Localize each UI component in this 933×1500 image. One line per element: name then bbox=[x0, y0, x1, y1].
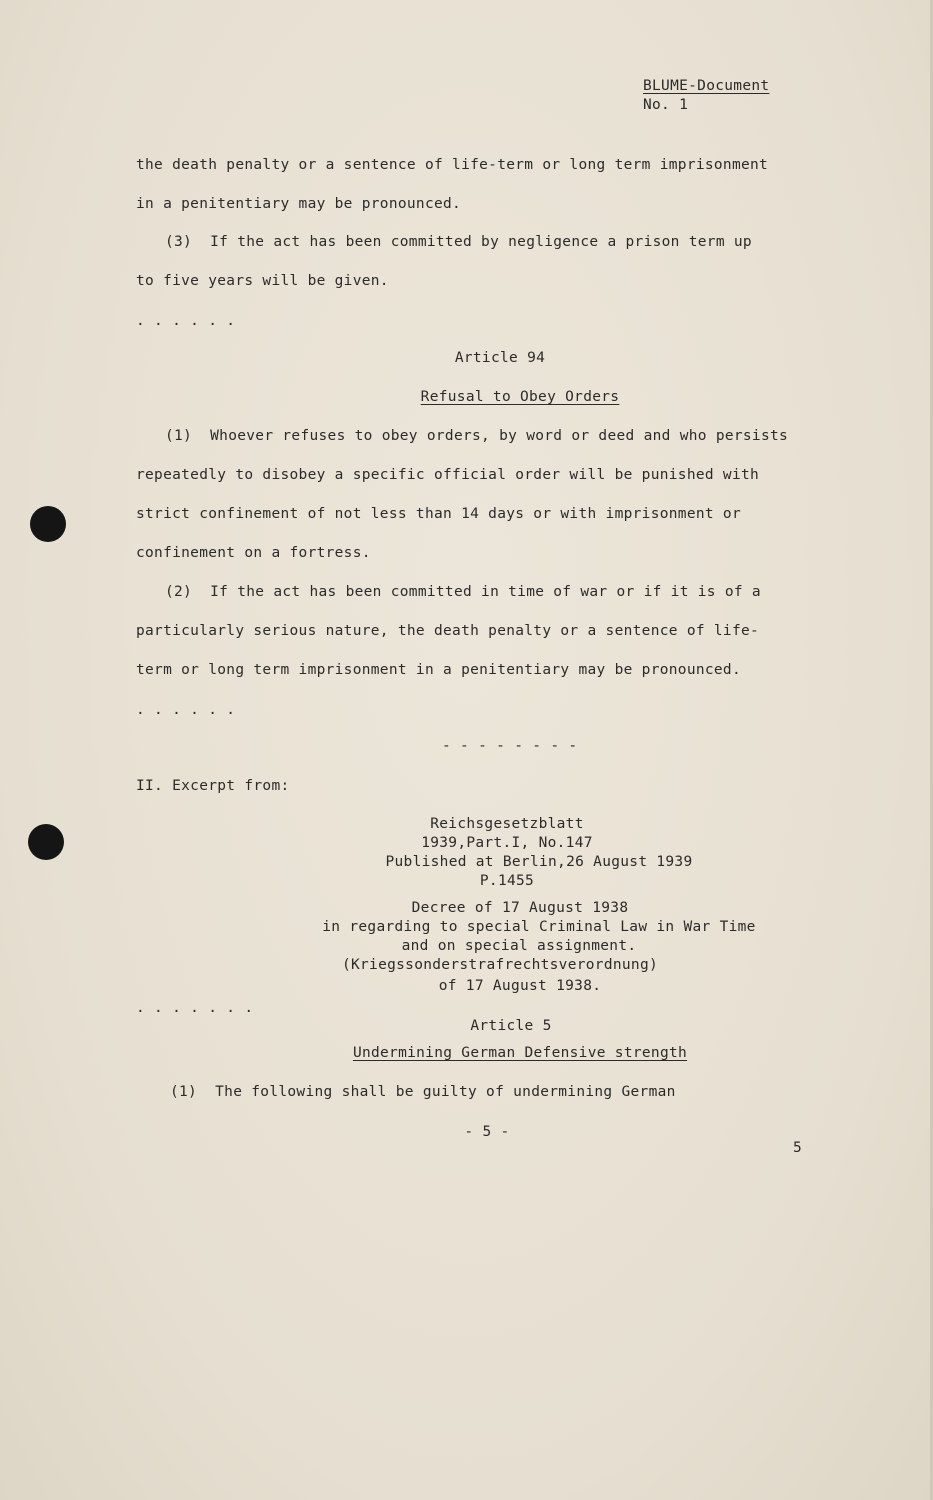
punch-hole bbox=[30, 506, 66, 542]
text-line: confinement on a fortress. bbox=[136, 545, 371, 561]
text-line: (1) Whoever refuses to obey orders, by word or deed and who persists bbox=[165, 428, 789, 444]
text-line: strict confinement of not less than 14 days or with imprisonment or bbox=[136, 506, 741, 522]
article-heading: Undermining German Defensive strength bbox=[352, 1045, 688, 1061]
text-line: repeatedly to disobey a specific official order will be punished with bbox=[136, 467, 760, 483]
decree-line: (Kriegssonderstrafrechtsverordnung) bbox=[341, 957, 659, 973]
article-heading: Refusal to Obey Orders bbox=[420, 389, 620, 405]
document-number: No. 1 bbox=[643, 97, 689, 113]
text-line: the death penalty or a sentence of life-term or long term imprisonment bbox=[136, 157, 769, 173]
excerpt-label: II. Excerpt from: bbox=[136, 778, 290, 794]
ellipsis: . . . . . . bbox=[136, 702, 236, 718]
text-line: (3) If the act has been committed by negligence a prison term up bbox=[165, 234, 752, 250]
text-line: in a penitentiary may be pronounced. bbox=[136, 196, 462, 212]
source-line: Reichsgesetzblatt bbox=[430, 816, 584, 832]
text-line: (2) If the act has been committed in time of war or if it is of a bbox=[165, 584, 761, 600]
source-line: 1939,Part.I, No.147 bbox=[421, 835, 593, 851]
source-line: P.1455 bbox=[479, 873, 535, 889]
decree-line: in regarding to special Criminal Law in War Time bbox=[322, 919, 756, 935]
text-line: term or long term imprisonment in a penitentiary may be pronounced. bbox=[136, 662, 741, 678]
article-title: Article 94 bbox=[454, 350, 546, 366]
document-title: BLUME-Document bbox=[643, 78, 770, 94]
decree-line: Decree of 17 August 1938 bbox=[411, 900, 629, 916]
article-title: Article 5 bbox=[470, 1018, 552, 1034]
ellipsis: . . . . . . bbox=[136, 313, 236, 329]
punch-hole bbox=[28, 824, 64, 860]
text-line: particularly serious nature, the death penalty or a sentence of life- bbox=[136, 623, 760, 639]
decree-line: and on special assignment. bbox=[401, 938, 637, 954]
page-number-center: - 5 - bbox=[464, 1124, 510, 1140]
text-line: to five years will be given. bbox=[136, 273, 389, 289]
decree-line: of 17 August 1938. bbox=[438, 978, 602, 994]
source-line: Published at Berlin,26 August 1939 bbox=[385, 854, 693, 870]
ellipsis: . . . . . . . bbox=[136, 1000, 254, 1016]
page-number-right: 5 bbox=[793, 1140, 803, 1156]
separator: - - - - - - - - bbox=[442, 738, 578, 754]
text-line: (1) The following shall be guilty of undermining German bbox=[170, 1084, 676, 1100]
